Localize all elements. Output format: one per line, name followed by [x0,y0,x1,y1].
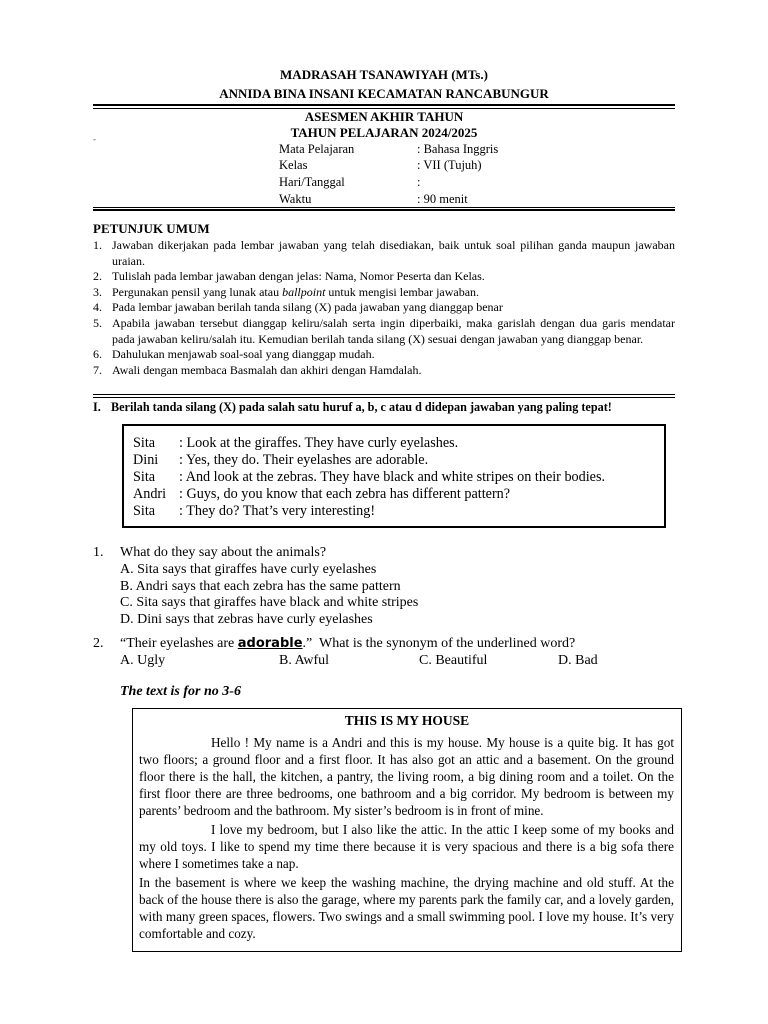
dialogue-line: : Look at the giraffes. They have curly eyelashes. [179,435,459,451]
instruction-text: Pada lembar jawaban berilah tanda silang (X) pada jawaban yang dianggap benar [112,300,503,315]
section-divider-2 [93,397,675,398]
dialogue-line: : Guys, do you know that each zebra has different pattern? [179,486,511,502]
dialogue-speaker: Sita [133,503,156,519]
school-type: MADRASAH TSANAWIYAH (MTs.) [280,67,488,82]
instruction-item [93,285,675,301]
instruction-item [93,316,675,347]
instruction-number: 4. [93,300,102,315]
dialogue-speaker: Andri [133,486,167,502]
dialogue-line: : They do? That’s very interesting! [179,503,376,519]
instruction-text: Tulislah pada lembar jawaban dengan jelas: Nama, Nomor Peserta dan Kelas. [112,269,485,284]
instructions-list [93,238,675,378]
answer-option: B. Andri says that each zebra has the same pattern [120,579,401,594]
question-text [120,636,575,652]
question-text-part: “Their eyelashes are [120,636,238,651]
instruction-text: Jawaban dikerjakan pada lembar jawaban yang telah disediakan, baik untuk soal pilihan ganda maupun jawaban uraian. [112,238,675,268]
instruction-number: 2. [93,269,102,284]
question-text-part: .” What is the synonym of the underlined word? [302,636,576,651]
info-value-date: : [417,175,421,189]
section-instruction: Berilah tanda silang (X) pada salah satu huruf a, b, c atau d didepan jawaban yang paling tepat! [111,400,612,414]
instruction-number: 3. [93,284,102,299]
section-numeral: I. [93,400,101,414]
underlined-word: adorable [237,636,303,651]
instruction-item [93,238,675,269]
instruction-number: 6. [93,347,102,362]
info-value-time: : 90 menit [417,192,468,206]
answer-option: A. Ugly [120,653,166,668]
instruction-number: 5. [93,315,102,330]
section-divider-1 [93,394,675,395]
instruction-item [93,347,675,363]
info-divider-thin [93,207,675,208]
info-label-date: Hari/Tanggal [279,175,345,189]
school-name: ANNIDA BINA INSANI KECAMATAN RANCABUNGUR [219,86,549,101]
dialogue-speaker: Sita [133,469,156,485]
answer-option: C. Sita says that giraffes have black and white stripes [120,595,419,610]
question-number: 2. [93,636,104,651]
instruction-text: Awali dengan membaca Basmalah dan akhiri dengan Hamdalah. [112,362,422,377]
question-number: 1. [93,545,104,560]
text-intro: The text is for no 3-6 [120,684,241,699]
story-paragraph: Hello ! My name is a Andri and this is my house. My house is a quite big. It has got two floors; a ground floor and a first floor. It has also got an attic and a basement. On the ground floor there is the hall, the kitchen, a pantry, the living room, a big dining room and a toilet. On the first floor there are three bedrooms, one bathroom and a big corridor. My bedroom is between my parents’ bedroom and the bathroom. My sister’s bedroom is in front of mine. [139,735,674,818]
info-value-subject: : Bahasa Inggris [417,142,499,156]
info-label-subject: Mata Pelajaran [279,142,355,156]
dialogue-line: : Yes, they do. Their eyelashes are adorable. [179,452,429,468]
exam-title: ASESMEN AKHIR TAHUN [304,109,464,124]
instruction-number: 7. [93,362,102,377]
info-label-time: Waktu [279,192,312,206]
answer-option: D. Dini says that zebras have curly eyelashes [120,612,373,627]
header-divider-thick [93,104,675,106]
answer-option: A. Sita says that giraffes have curly eyelashes [120,562,377,577]
story-paragraph: I love my bedroom, but I also like the attic. In the attic I keep some of my books and my old toys. I like to spend my time there because it is very spacious and there is a big sofa there where I sometimes take a nap. [139,822,674,871]
instructions-title: PETUNJUK UMUM [93,221,210,236]
instruction-text: untuk mengisi lembar jawaban. [325,284,480,299]
instruction-text: Pergunakan pensil yang lunak atau [112,284,283,299]
instruction-item [93,269,675,285]
answer-option: B. Awful [279,653,330,668]
question-text: What do they say about the animals? [120,545,327,560]
story-title: THIS IS MY HOUSE [344,713,470,728]
answer-option: D. Bad [558,653,598,668]
exam-year: TAHUN PELAJARAN 2024/2025 [290,125,478,140]
dialogue-speaker: Dini [133,452,159,468]
answer-option: C. Beautiful [419,653,488,668]
dialogue-line: : And look at the zebras. They have black and white stripes on their bodies. [179,469,606,485]
instruction-emphasis: ballpoint [282,284,326,299]
instruction-item [93,363,675,379]
info-label-class: Kelas [279,158,308,172]
story-body [139,734,674,942]
instruction-number: 1. [93,238,102,252]
instruction-text: Apabila jawaban tersebut dianggap keliru/salah serta ingin diperbaiki, maka garislah dengan dua garis mendatar pada jawaban keliru/salah itu. Kemudian berilah tanda silang (X) sesuai dengan jawaban yang dianggap benar. [112,315,675,346]
instruction-text: Dahulukan menjawab soal-soal yang dianggap mudah. [112,347,375,362]
instruction-item [93,300,675,316]
stray-dash: - [93,134,96,144]
info-divider-thick [93,209,675,211]
dialogue-speaker: Sita [133,435,156,451]
story-paragraph: In the basement is where we keep the washing machine, the drying machine and old stuff. At the back of the house there is also the garage, where my parents park the family car, and a lovely garden, with many green spaces, flowers. Two swings and a small swimming pool. I love my house. It’s very comfortable and cozy. [139,875,674,941]
info-value-class: : VII (Tujuh) [417,158,482,172]
